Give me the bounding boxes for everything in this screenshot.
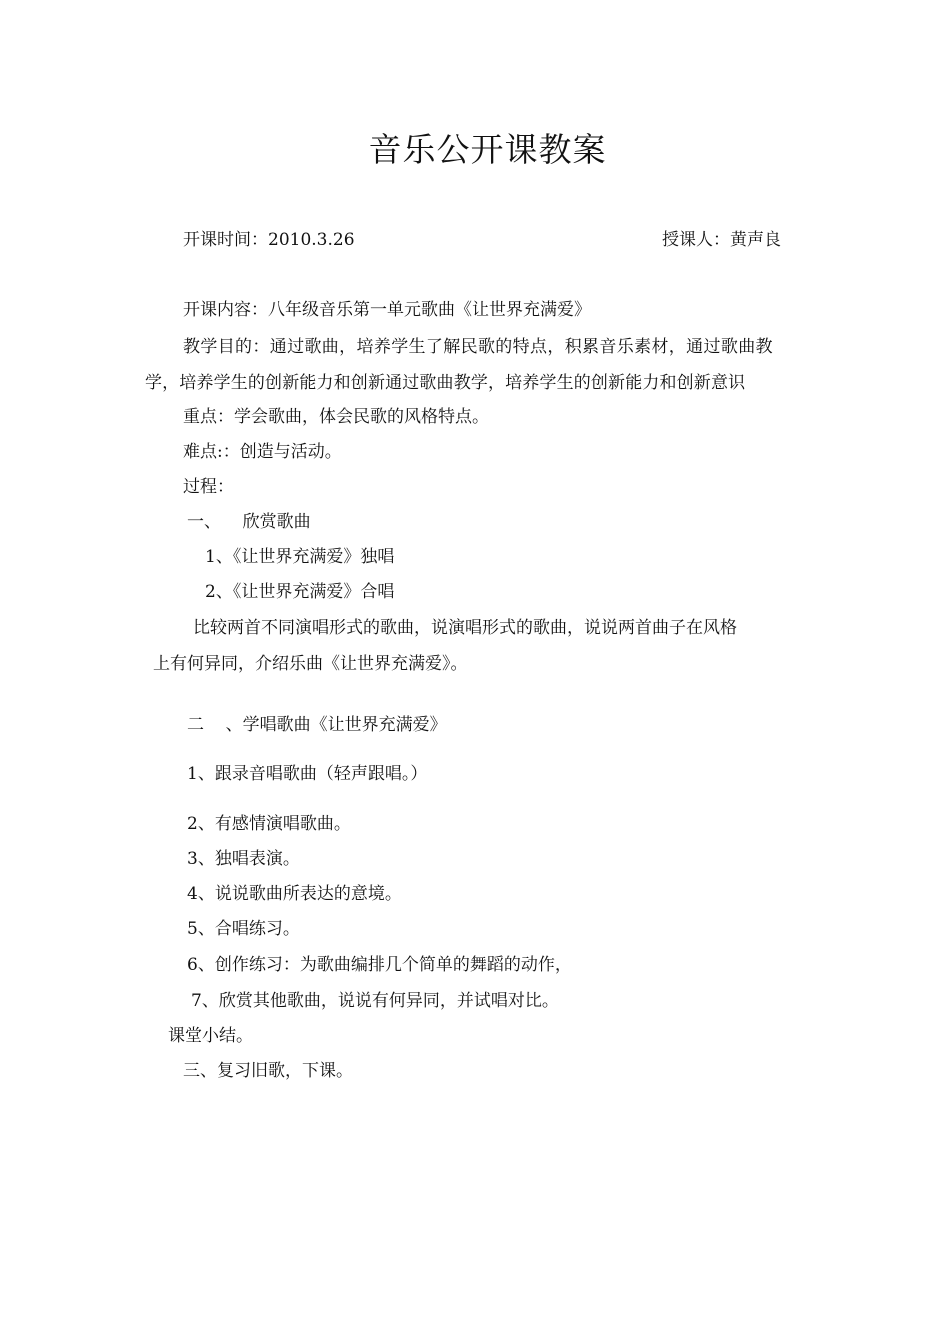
document-title: 音乐公开课教案 <box>368 130 607 169</box>
section-2-item-1: 1、跟录音唱歌曲（轻声跟唱。） <box>187 764 428 784</box>
section-2-item-7: 7、欣赏其他歌曲，说说有何异同，并试唱对比。 <box>191 991 559 1011</box>
section-2-item-6: 6、创作练习：为歌曲编排几个简单的舞蹈的动作， <box>187 955 572 975</box>
section-2-item-4: 4、说说歌曲所表达的意境。 <box>187 884 402 904</box>
section-2-item-3: 3、独唱表演。 <box>187 849 300 869</box>
course-content: 开课内容：八年级音乐第一单元歌曲《让世界充满爱》 <box>183 300 591 320</box>
process-heading: 过程： <box>183 477 234 497</box>
teacher-name: 授课人：黄声良 <box>662 230 781 250</box>
compare-line-2: 上有何异同，介绍乐曲《让世界充满爱》。 <box>153 654 468 674</box>
class-summary: 课堂小结。 <box>168 1026 253 1046</box>
compare-line-1: 比较两首不同演唱形式的歌曲，说演唱形式的歌曲，说说两首曲子在风格 <box>193 618 737 638</box>
teaching-goal-line-2: 学，培养学生的创新能力和创新通过歌曲教学，培养学生的创新能力和创新意识 <box>145 373 746 393</box>
section-2-item-5: 5、合唱练习。 <box>187 919 300 939</box>
section-1-item-2: 2、《让世界充满爱》合唱 <box>205 582 395 602</box>
key-point: 重点：学会歌曲，体会民歌的风格特点。 <box>183 407 489 427</box>
class-time: 开课时间：2010.3.26 <box>183 230 355 250</box>
section-2-item-2: 2、有感情演唱歌曲。 <box>187 814 351 834</box>
difficulty: 难点:：创造与活动。 <box>183 442 342 462</box>
section-1-item-1: 1、《让世界充满爱》独唱 <box>205 547 395 567</box>
section-2-heading: 二 、学唱歌曲《让世界充满爱》 <box>187 715 447 735</box>
section-1-heading: 一、 欣赏歌曲 <box>187 512 311 532</box>
section-3-heading: 三、复习旧歌，下课。 <box>183 1061 353 1081</box>
teaching-goal-line-1: 教学目的：通过歌曲，培养学生了解民歌的特点，积累音乐素材，通过歌曲教 <box>183 337 773 357</box>
